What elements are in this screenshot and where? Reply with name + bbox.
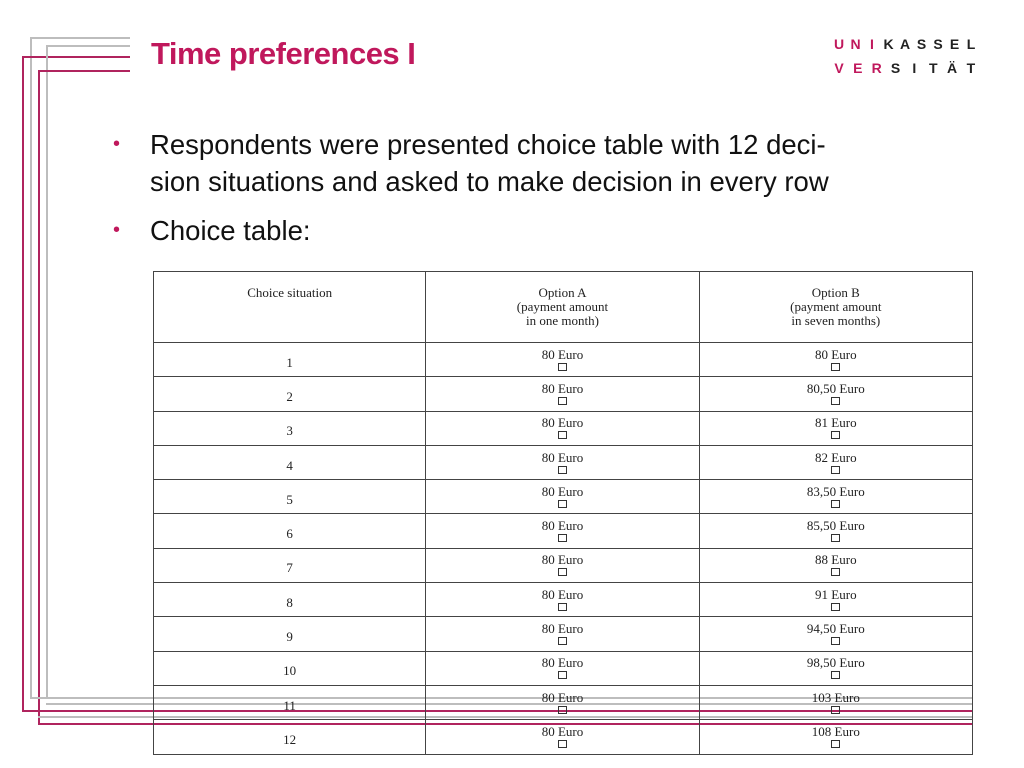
table-row (154, 617, 973, 651)
logo-letter: E (949, 36, 960, 52)
logo-letter: Ä (947, 60, 958, 76)
bullet-dot-icon: • (113, 133, 121, 155)
checkbox-icon[interactable] (558, 568, 567, 576)
payment-amount: 80 Euro (541, 552, 584, 568)
payment-amount: 108 Euro (811, 723, 860, 739)
option-cell-content (700, 346, 972, 371)
option-b-cell (699, 651, 972, 685)
choice-situation-cell: 6 (154, 514, 426, 548)
table-row (154, 445, 973, 479)
choice-situation-cell: 4 (154, 445, 426, 479)
university-logo (832, 36, 978, 80)
logo-letter: L (966, 36, 976, 52)
option-cell-content (700, 380, 972, 405)
logo-letter: I (912, 60, 917, 76)
payment-amount: 80 Euro (541, 655, 584, 671)
logo-letter: V (834, 60, 844, 76)
option-a-cell (426, 411, 699, 445)
option-b-cell (699, 617, 972, 651)
logo-line-2 (832, 60, 978, 80)
checkbox-icon[interactable] (831, 706, 840, 714)
checkbox-icon[interactable] (558, 706, 567, 714)
logo-letter: A (899, 36, 911, 52)
option-cell-content (700, 689, 972, 714)
choice-situation-cell: 10 (154, 651, 426, 685)
option-cell-content (426, 554, 698, 576)
option-cell-content (700, 520, 972, 542)
option-b-cell (699, 343, 972, 377)
option-b-cell (699, 377, 972, 411)
table-row (154, 343, 973, 377)
logo-letter: T (928, 60, 938, 76)
choice-situation-cell: 5 (154, 480, 426, 514)
checkbox-icon[interactable] (558, 363, 567, 371)
payment-amount: 80 Euro (541, 518, 584, 534)
payment-amount: 80 Euro (541, 689, 584, 705)
checkbox-icon[interactable] (831, 534, 840, 542)
payment-amount: 88 Euro (815, 552, 857, 568)
payment-amount: 80 Euro (541, 586, 584, 602)
header-option-a: Option A (payment amount in one month) (426, 272, 699, 343)
payment-amount: 98,50 Euro (806, 655, 865, 671)
option-cell-content (700, 417, 972, 439)
slide-title: Time preferences I (151, 36, 416, 71)
payment-amount: 94,50 Euro (806, 621, 865, 637)
payment-amount: 80,50 Euro (806, 380, 865, 396)
option-cell-content (700, 657, 972, 679)
option-b-cell (699, 685, 972, 719)
option-a-cell (426, 343, 699, 377)
checkbox-icon[interactable] (558, 466, 567, 474)
option-a-cell (426, 480, 699, 514)
option-cell-content (426, 346, 698, 371)
payment-amount: 80 Euro (541, 415, 584, 431)
logo-letter: T (966, 60, 976, 76)
option-b-cell (699, 720, 972, 754)
option-b-cell (699, 445, 972, 479)
checkbox-icon[interactable] (558, 431, 567, 439)
checkbox-icon[interactable] (831, 431, 840, 439)
bullet-text: Respondents were presented choice table with 12 deci- sion situations and asked to make decision in every row (150, 129, 829, 197)
option-cell-content (426, 657, 698, 679)
payment-amount: 82 Euro (815, 449, 857, 465)
table-row (154, 583, 973, 617)
logo-letter: U (833, 36, 845, 52)
option-a-cell (426, 548, 699, 582)
table-row (154, 548, 973, 582)
option-b-cell (699, 514, 972, 548)
option-b-cell (699, 583, 972, 617)
logo-letter: S (933, 36, 943, 52)
checkbox-icon[interactable] (831, 637, 840, 645)
checkbox-icon[interactable] (831, 397, 840, 405)
option-cell-content (700, 483, 972, 508)
option-cell-content (426, 449, 698, 474)
payment-amount: 81 Euro (815, 415, 857, 431)
payment-amount: 80 Euro (541, 723, 584, 739)
bullet-item (113, 126, 943, 200)
checkbox-icon[interactable] (558, 603, 567, 611)
choice-situation-cell: 3 (154, 411, 426, 445)
checkbox-icon[interactable] (558, 500, 567, 508)
option-cell-content (700, 623, 972, 645)
table-row (154, 480, 973, 514)
payment-amount: 80 Euro (815, 346, 857, 362)
checkbox-icon[interactable] (831, 671, 840, 679)
checkbox-icon[interactable] (558, 534, 567, 542)
payment-amount: 91 Euro (815, 586, 857, 602)
table-row (154, 377, 973, 411)
header-choice-situation: Choice situation (154, 272, 426, 343)
option-cell-content (426, 417, 698, 439)
payment-amount: 80 Euro (541, 483, 584, 499)
option-cell-content (700, 586, 972, 611)
option-cell-content (426, 723, 698, 748)
logo-line-1 (832, 36, 978, 56)
option-cell-content (700, 723, 972, 748)
header-option-b: Option B (payment amount in seven months) (699, 272, 972, 343)
table-row (154, 720, 973, 754)
option-cell-content (426, 586, 698, 611)
checkbox-icon[interactable] (558, 740, 567, 748)
option-b-cell (699, 411, 972, 445)
option-a-cell (426, 583, 699, 617)
checkbox-icon[interactable] (831, 568, 840, 576)
payment-amount: 103 Euro (811, 689, 860, 705)
checkbox-icon[interactable] (558, 671, 567, 679)
checkbox-icon[interactable] (831, 740, 840, 748)
checkbox-icon[interactable] (558, 397, 567, 405)
table-row (154, 514, 973, 548)
bullet-dot-icon: • (113, 219, 121, 241)
option-a-cell (426, 377, 699, 411)
choice-situation-cell: 11 (154, 685, 426, 719)
option-cell-content (426, 520, 698, 542)
option-cell-content (426, 483, 698, 508)
table-row (154, 651, 973, 685)
table-header-row (154, 272, 973, 343)
bullet-text: Choice table: (150, 215, 311, 246)
payment-amount: 80 Euro (541, 346, 584, 362)
checkbox-icon[interactable] (831, 500, 840, 508)
option-b-cell (699, 480, 972, 514)
choice-situation-cell: 2 (154, 377, 426, 411)
option-a-cell (426, 685, 699, 719)
logo-letter: E (853, 60, 863, 76)
checkbox-icon[interactable] (831, 363, 840, 371)
bullet-item (113, 212, 943, 249)
option-a-cell (426, 514, 699, 548)
option-a-cell (426, 720, 699, 754)
logo-letter: N (850, 36, 861, 52)
logo-letter: I (870, 36, 874, 52)
table-row (154, 411, 973, 445)
logo-letter: R (871, 60, 882, 76)
table-row (154, 685, 973, 719)
choice-situation-cell: 9 (154, 617, 426, 651)
option-cell-content (700, 449, 972, 474)
checkbox-icon[interactable] (558, 637, 567, 645)
option-cell-content (426, 689, 698, 714)
logo-letter: S (916, 36, 927, 52)
choice-situation-cell: 7 (154, 548, 426, 582)
checkbox-icon[interactable] (831, 603, 840, 611)
choice-situation-cell: 1 (154, 343, 426, 377)
option-a-cell (426, 445, 699, 479)
option-b-cell (699, 548, 972, 582)
option-cell-content (700, 554, 972, 576)
choice-table (153, 271, 973, 755)
option-a-cell (426, 651, 699, 685)
payment-amount: 80 Euro (541, 449, 584, 465)
payment-amount: 80 Euro (541, 380, 584, 396)
choice-situation-cell: 12 (154, 720, 426, 754)
logo-letter: K (883, 36, 894, 52)
payment-amount: 83,50 Euro (806, 483, 865, 499)
option-cell-content (426, 380, 698, 405)
payment-amount: 80 Euro (541, 621, 584, 637)
logo-letter: S (890, 60, 901, 76)
checkbox-icon[interactable] (831, 466, 840, 474)
option-cell-content (426, 623, 698, 645)
payment-amount: 85,50 Euro (806, 518, 865, 534)
option-a-cell (426, 617, 699, 651)
bullet-list (113, 126, 943, 261)
choice-situation-cell: 8 (154, 583, 426, 617)
